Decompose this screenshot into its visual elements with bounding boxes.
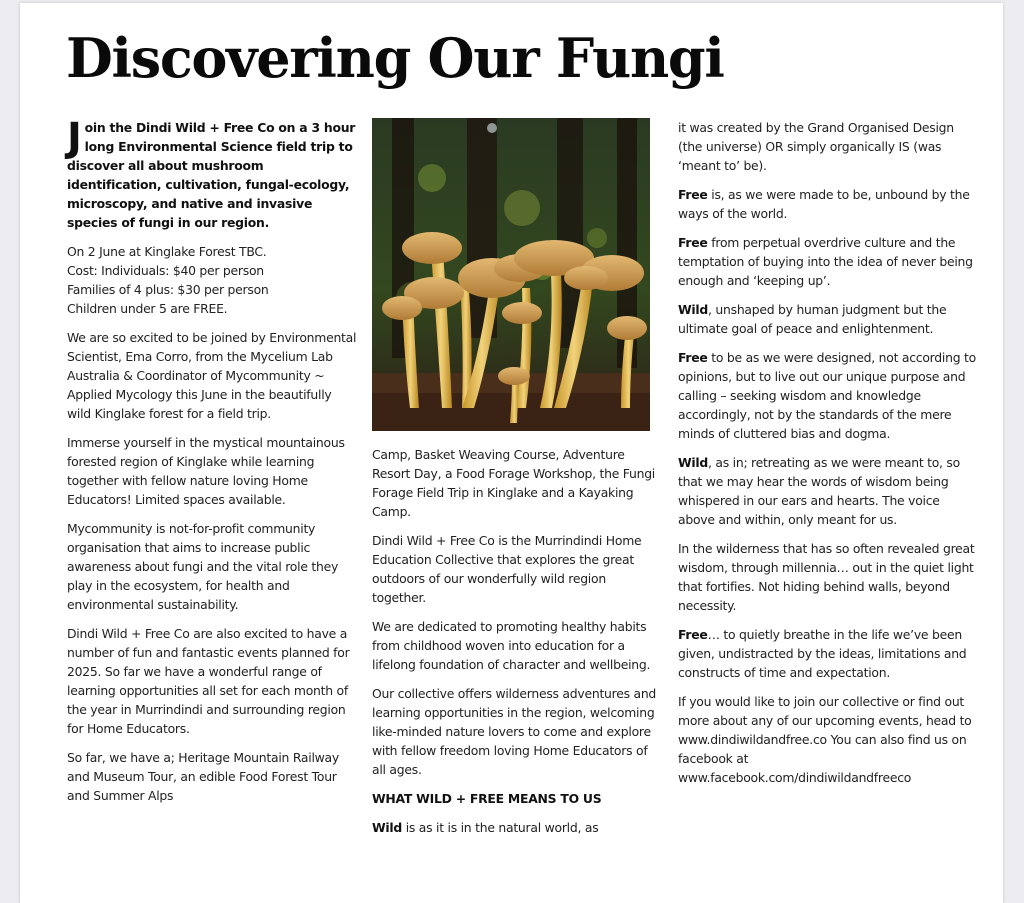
definition-text: In the wilderness that has so often revealed great wisdom, through millennia… out in the quiet light that fortifies. Not hiding behind walls, beyond necessity. [678,541,975,613]
contact-text: If you would like to join our collective or find out more about any of our upcoming events, head to [678,694,972,728]
section-heading: WHAT WILD + FREE MEANS TO US [372,791,602,806]
definition-text: from perpetual overdrive culture and the temptation of buying into the idea of never being enough and ‘keeping up’. [678,235,973,288]
drop-cap: J [67,115,82,161]
keyword: Free [678,235,708,250]
definition-item [678,300,978,338]
mushroom-illustration [372,118,650,431]
paragraph: We are dedicated to promoting healthy habits from childhood woven into education for a lifelong foundation of character and wellbeing. [372,619,651,672]
paragraph: Our collective offers wilderness adventures and learning opportunities in the region, welcoming like-minded nature lovers to come and explore with fellow freedom loving Home Educators of all ages. [372,686,657,777]
facebook-text: You can also find us on facebook at [678,732,967,766]
paragraph: So far, we have a; Heritage Mountain Railway and Museum Tour, an edible Food Forest Tour and Summer Alps [67,750,339,803]
paragraph: it was created by the Grand Organised Design (the universe) OR simply organically IS (was ‘meant to’ be). [678,120,954,173]
magazine-page [20,3,1003,903]
definition-item [678,453,978,529]
cost-individuals: Cost: Individuals: $40 per person [67,263,264,278]
intro-paragraph [67,115,359,232]
paragraph: Mycommunity is not-for-profit community organisation that aims to increase public awareness about fungi and the vital role they play in the ecosystem, for health and environmental sustainability. [67,521,339,612]
keyword: Free [678,627,708,642]
definition-text: … to quietly breathe in the life we’ve been given, undistracted by the ideas, limitations and constructs of time and expectation. [678,627,967,680]
wild-definition [372,818,657,837]
keyword: Wild [678,302,709,317]
keyword: Free [678,350,708,365]
keyword: Wild [372,820,403,835]
facebook-link[interactable]: www.facebook.com/dindiwildandfreeco [678,770,912,785]
paragraph: We are so excited to be joined by Environmental Scientist, Ema Corro, from the Mycelium Lab Australia & Coordinator of Mycommunity ~ Applied Mycology this June in the beautifully wild Kinglake forest for a field trip. [67,330,357,421]
definition-text: is as it is in the natural world, as [402,820,599,835]
definition-item [678,625,978,682]
definition-item [678,539,978,615]
column-1 [67,115,359,815]
definition-text: , unshaped by human judgment but the ultimate goal of peace and enlightenment. [678,302,947,336]
paragraph: Dindi Wild + Free Co is the Murrindindi Home Education Collective that explores the great outdoors of our wonderfully wild region together. [372,533,642,605]
keyword: Free [678,187,708,202]
cost-children: Children under 5 are FREE. [67,301,228,316]
cost-families: Families of 4 plus: $30 per person [67,282,269,297]
definition-item [678,233,978,290]
definition-item [678,185,978,223]
paragraph: Dindi Wild + Free Co are also excited to have a number of fun and fantastic events planned for 2025. So far we have a wonderful range of learning opportunities all set for each month of the year in Murrindindi and surrounding region for Home Educators. [67,626,350,736]
definition-text: , as in; retreating as we were meant to, so that we may hear the words of wisdom being whispered in our ears and hearts. The voice above and within, only meant for us. [678,455,960,527]
event-date: On 2 June at Kinglake Forest TBC. [67,244,267,259]
definition-item [678,348,978,443]
paragraph: Camp, Basket Weaving Course, Adventure Resort Day, a Food Forage Workshop, the Fungi Forage Field Trip in Kinglake and a Kayaking Camp. [372,447,656,519]
event-details [67,242,359,318]
website-link[interactable]: www.dindiwildandfree.co [678,732,827,747]
column-2 [372,445,657,847]
intro-text: oin the Dindi Wild + Free Co on a 3 hour long Environmental Science field trip to discover all about mushroom identification, cultivation, fungal-ecology, microscopy, and native and invasive species of fungi in our region. [67,120,356,230]
keyword: Wild [678,455,709,470]
paragraph: Immerse yourself in the mystical mountainous forested region of Kinglake while learning together with fellow nature loving Home Educators! Limited spaces available. [67,435,345,507]
column-3 [678,118,978,797]
article-title: Discovering Our Fungi [66,26,724,90]
mushroom-photo [372,118,650,431]
definition-text: to be as we were designed, not according to opinions, but to live out our unique purpose and calling – seeking wisdom and knowledge accordingly, not by the standards of the mere minds of cluttered bias and dogma. [678,350,976,441]
contact-paragraph [678,692,978,787]
definition-text: is, as we were made to be, unbound by the ways of the world. [678,187,970,221]
